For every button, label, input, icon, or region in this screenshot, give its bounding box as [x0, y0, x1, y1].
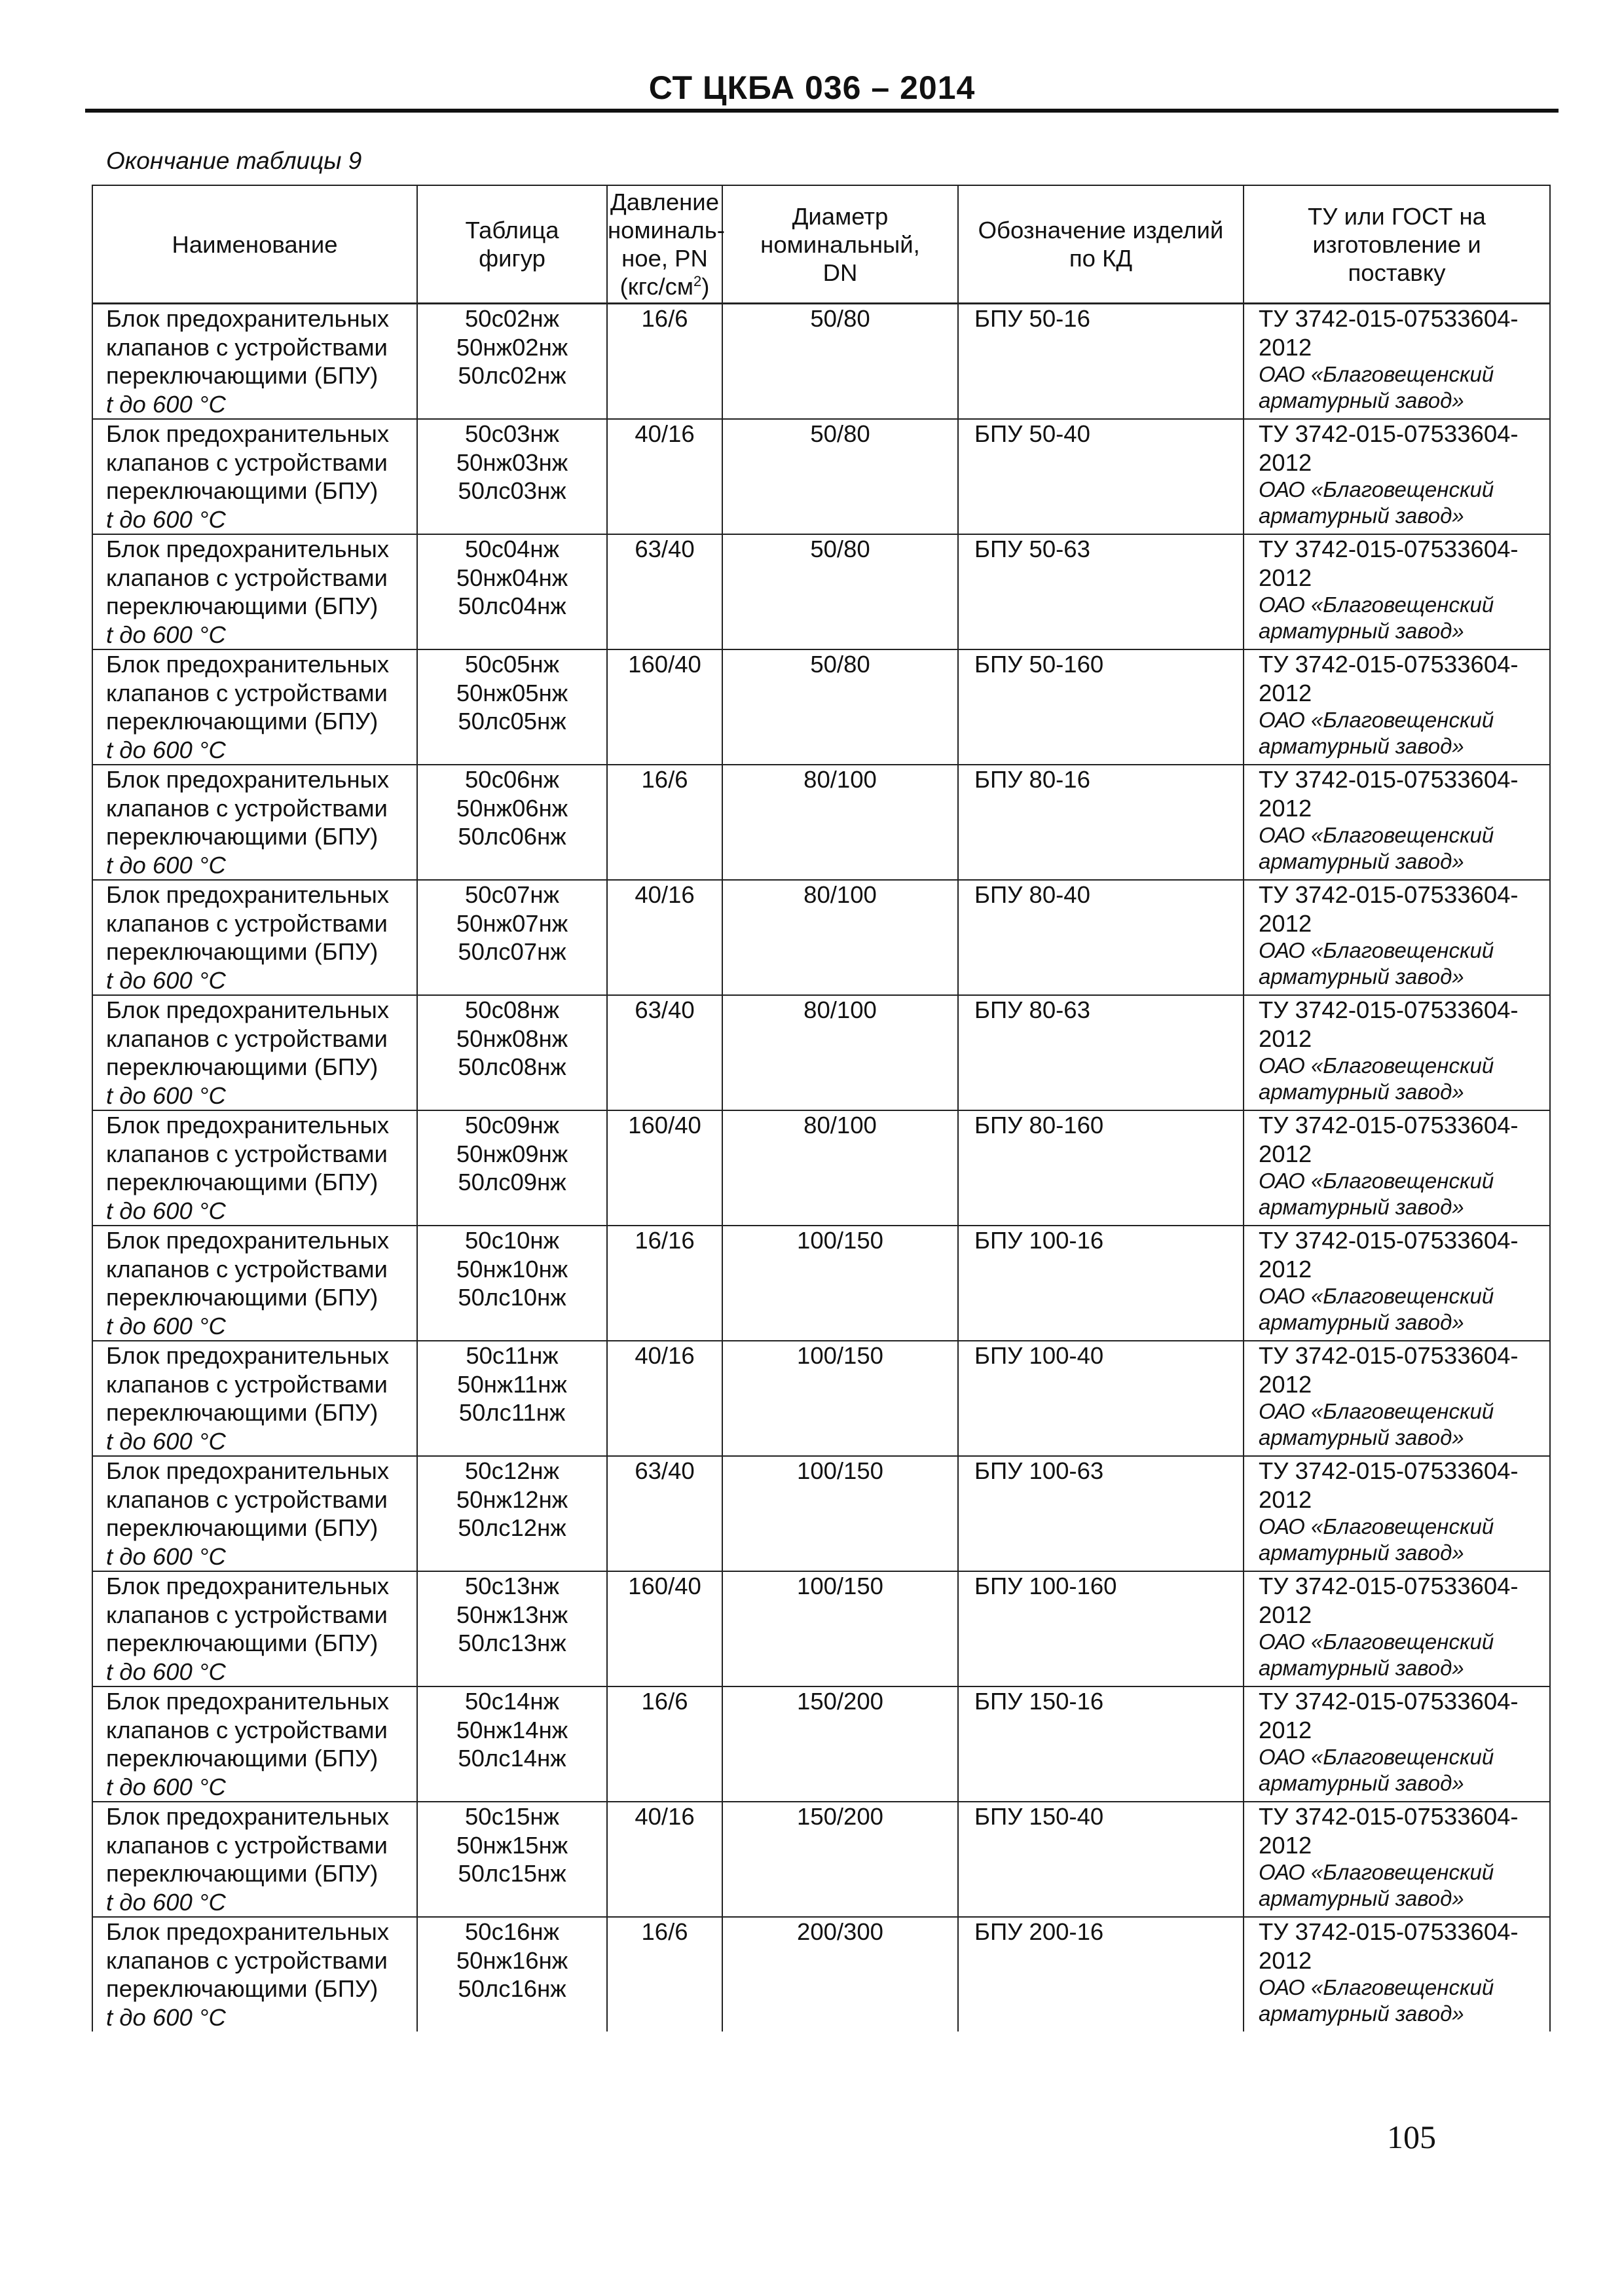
cell-code: БПУ 50-63: [958, 534, 1244, 649]
cell-code: БПУ 50-40: [958, 419, 1244, 534]
cell-tu: ТУ 3742-015-07533604- 2012 ОАО «Благовещенский арматурный завод»: [1244, 1341, 1550, 1456]
cell-name: Блок предохранительных клапанов с устройствами переключающими (БПУ) t до 600 °С: [92, 995, 417, 1110]
cell-pressure: 63/40: [607, 534, 722, 649]
cell-diameter: 80/100: [722, 1110, 958, 1226]
table-body: [92, 304, 1550, 2032]
cell-figures: 50с14нж 50нж14нж 50лс14нж: [417, 1686, 607, 1802]
cell-name: Блок предохранительных клапанов с устройствами переключающими (БПУ) t до 600 °С: [92, 1917, 417, 2032]
cell-pressure: 16/6: [607, 1917, 722, 2032]
cell-name: Блок предохранительных клапанов с устройствами переключающими (БПУ) t до 600 °С: [92, 1686, 417, 1802]
cell-tu: ТУ 3742-015-07533604- 2012 ОАО «Благовещенский арматурный завод»: [1244, 649, 1550, 765]
cell-code: БПУ 100-16: [958, 1226, 1244, 1341]
cell-pressure: 16/6: [607, 1686, 722, 1802]
cell-figures: 50с12нж 50нж12нж 50лс12нж: [417, 1456, 607, 1571]
cell-pressure: 40/16: [607, 1802, 722, 1917]
cell-tu: ТУ 3742-015-07533604- 2012 ОАО «Благовещенский арматурный завод»: [1244, 304, 1550, 420]
col-header-diameter: Диаметр номинальный, DN: [722, 185, 958, 304]
table-row: [92, 304, 1550, 420]
cell-figures: 50с07нж 50нж07нж 50лс07нж: [417, 880, 607, 995]
cell-tu: ТУ 3742-015-07533604- 2012 ОАО «Благовещенский арматурный завод»: [1244, 880, 1550, 995]
cell-pressure: 40/16: [607, 419, 722, 534]
cell-diameter: 100/150: [722, 1341, 958, 1456]
cell-diameter: 200/300: [722, 1917, 958, 2032]
cell-code: БПУ 80-16: [958, 765, 1244, 880]
cell-name: Блок предохранительных клапанов с устройствами переключающими (БПУ) t до 600 °С: [92, 1110, 417, 1226]
cell-code: БПУ 80-40: [958, 880, 1244, 995]
cell-diameter: 80/100: [722, 765, 958, 880]
cell-name: Блок предохранительных клапанов с устройствами переключающими (БПУ) t до 600 °С: [92, 1226, 417, 1341]
cell-pressure: 16/16: [607, 1226, 722, 1341]
cell-name: Блок предохранительных клапанов с устройствами переключающими (БПУ) t до 600 °С: [92, 880, 417, 995]
table-row: [92, 765, 1550, 880]
table-row: [92, 1226, 1550, 1341]
table-row: [92, 1110, 1550, 1226]
cell-pressure: 160/40: [607, 1110, 722, 1226]
cell-diameter: 50/80: [722, 649, 958, 765]
cell-code: БПУ 150-16: [958, 1686, 1244, 1802]
cell-diameter: 100/150: [722, 1456, 958, 1571]
cell-figures: 50с08нж 50нж08нж 50лс08нж: [417, 995, 607, 1110]
header-rule: [85, 109, 1559, 113]
cell-name: Блок предохранительных клапанов с устройствами переключающими (БПУ) t до 600 °С: [92, 1456, 417, 1571]
cell-pressure: 160/40: [607, 1571, 722, 1686]
page-number: 105: [1387, 2119, 1436, 2155]
cell-figures: 50с13нж 50нж13нж 50лс13нж: [417, 1571, 607, 1686]
cell-figures: 50с05нж 50нж05нж 50лс05нж: [417, 649, 607, 765]
cell-figures: 50с16нж 50нж16нж 50лс16нж: [417, 1917, 607, 2032]
cell-name: Блок предохранительных клапанов с устройствами переключающими (БПУ) t до 600 °С: [92, 649, 417, 765]
cell-tu: ТУ 3742-015-07533604- 2012 ОАО «Благовещенский арматурный завод»: [1244, 1802, 1550, 1917]
cell-tu: ТУ 3742-015-07533604- 2012 ОАО «Благовещенский арматурный завод»: [1244, 1571, 1550, 1686]
table-row: [92, 1341, 1550, 1456]
cell-figures: 50с09нж 50нж09нж 50лс09нж: [417, 1110, 607, 1226]
cell-name: Блок предохранительных клапанов с устройствами переключающими (БПУ) t до 600 °С: [92, 1341, 417, 1456]
table-row: [92, 534, 1550, 649]
cell-tu: ТУ 3742-015-07533604- 2012 ОАО «Благовещенский арматурный завод»: [1244, 1110, 1550, 1226]
cell-diameter: 100/150: [722, 1226, 958, 1341]
table-row: [92, 1917, 1550, 2032]
cell-code: БПУ 200-16: [958, 1917, 1244, 2032]
cell-diameter: 80/100: [722, 995, 958, 1110]
cell-tu: ТУ 3742-015-07533604- 2012 ОАО «Благовещенский арматурный завод»: [1244, 1456, 1550, 1571]
table-row: [92, 1802, 1550, 1917]
cell-name: Блок предохранительных клапанов с устройствами переключающими (БПУ) t до 600 °С: [92, 419, 417, 534]
table-caption: Окончание таблицы 9: [106, 147, 362, 174]
cell-diameter: 150/200: [722, 1802, 958, 1917]
cell-diameter: 100/150: [722, 1571, 958, 1686]
cell-code: БПУ 150-40: [958, 1802, 1244, 1917]
table-row: [92, 419, 1550, 534]
table-row: [92, 649, 1550, 765]
cell-tu: ТУ 3742-015-07533604- 2012 ОАО «Благовещенский арматурный завод»: [1244, 1226, 1550, 1341]
cell-tu: ТУ 3742-015-07533604- 2012 ОАО «Благовещенский арматурный завод»: [1244, 1686, 1550, 1802]
cell-diameter: 80/100: [722, 880, 958, 995]
cell-code: БПУ 100-40: [958, 1341, 1244, 1456]
cell-figures: 50с04нж 50нж04нж 50лс04нж: [417, 534, 607, 649]
cell-figures: 50с11нж 50нж11нж 50лс11нж: [417, 1341, 607, 1456]
cell-code: БПУ 100-160: [958, 1571, 1244, 1686]
cell-code: БПУ 100-63: [958, 1456, 1244, 1571]
cell-code: БПУ 50-16: [958, 304, 1244, 420]
cell-pressure: 63/40: [607, 995, 722, 1110]
col-header-name: Наименование: [92, 185, 417, 304]
valve-table: [92, 185, 1551, 2032]
cell-pressure: 40/16: [607, 1341, 722, 1456]
table-header-row: [92, 185, 1550, 304]
cell-tu: ТУ 3742-015-07533604- 2012 ОАО «Благовещенский арматурный завод»: [1244, 1917, 1550, 2032]
cell-tu: ТУ 3742-015-07533604- 2012 ОАО «Благовещенский арматурный завод»: [1244, 534, 1550, 649]
cell-name: Блок предохранительных клапанов с устройствами переключающими (БПУ) t до 600 °С: [92, 304, 417, 420]
cell-tu: ТУ 3742-015-07533604- 2012 ОАО «Благовещенский арматурный завод»: [1244, 995, 1550, 1110]
cell-pressure: 16/6: [607, 304, 722, 420]
table-row: [92, 1571, 1550, 1686]
cell-name: Блок предохранительных клапанов с устройствами переключающими (БПУ) t до 600 °С: [92, 534, 417, 649]
cell-name: Блок предохранительных клапанов с устройствами переключающими (БПУ) t до 600 °С: [92, 1571, 417, 1686]
table-row: [92, 995, 1550, 1110]
cell-figures: 50с03нж 50нж03нж 50лс03нж: [417, 419, 607, 534]
cell-diameter: 50/80: [722, 419, 958, 534]
cell-figures: 50с02нж 50нж02нж 50лс02нж: [417, 304, 607, 420]
cell-name: Блок предохранительных клапанов с устройствами переключающими (БПУ) t до 600 °С: [92, 765, 417, 880]
col-header-tu: ТУ или ГОСТ на изготовление и поставку: [1244, 185, 1550, 304]
col-header-code: Обозначение изделий по КД: [958, 185, 1244, 304]
cell-tu: ТУ 3742-015-07533604- 2012 ОАО «Благовещенский арматурный завод»: [1244, 419, 1550, 534]
cell-diameter: 150/200: [722, 1686, 958, 1802]
cell-code: БПУ 80-160: [958, 1110, 1244, 1226]
cell-pressure: 63/40: [607, 1456, 722, 1571]
table-row: [92, 1456, 1550, 1571]
cell-tu: ТУ 3742-015-07533604- 2012 ОАО «Благовещенский арматурный завод»: [1244, 765, 1550, 880]
cell-pressure: 160/40: [607, 649, 722, 765]
standard-code: СТ ЦКБА 036 – 2014: [648, 69, 976, 106]
cell-code: БПУ 50-160: [958, 649, 1244, 765]
cell-pressure: 40/16: [607, 880, 722, 995]
cell-figures: 50с15нж 50нж15нж 50лс15нж: [417, 1802, 607, 1917]
table-row: [92, 880, 1550, 995]
cell-name: Блок предохранительных клапанов с устройствами переключающими (БПУ) t до 600 °С: [92, 1802, 417, 1917]
cell-diameter: 50/80: [722, 304, 958, 420]
cell-code: БПУ 80-63: [958, 995, 1244, 1110]
cell-pressure: 16/6: [607, 765, 722, 880]
cell-diameter: 50/80: [722, 534, 958, 649]
col-header-figure: Таблица фигур: [417, 185, 607, 304]
cell-figures: 50с10нж 50нж10нж 50лс10нж: [417, 1226, 607, 1341]
table-row: [92, 1686, 1550, 1802]
cell-figures: 50с06нж 50нж06нж 50лс06нж: [417, 765, 607, 880]
col-header-pressure: Давление номиналь- ное, PN $(кгс/см^2)$: [607, 185, 722, 304]
